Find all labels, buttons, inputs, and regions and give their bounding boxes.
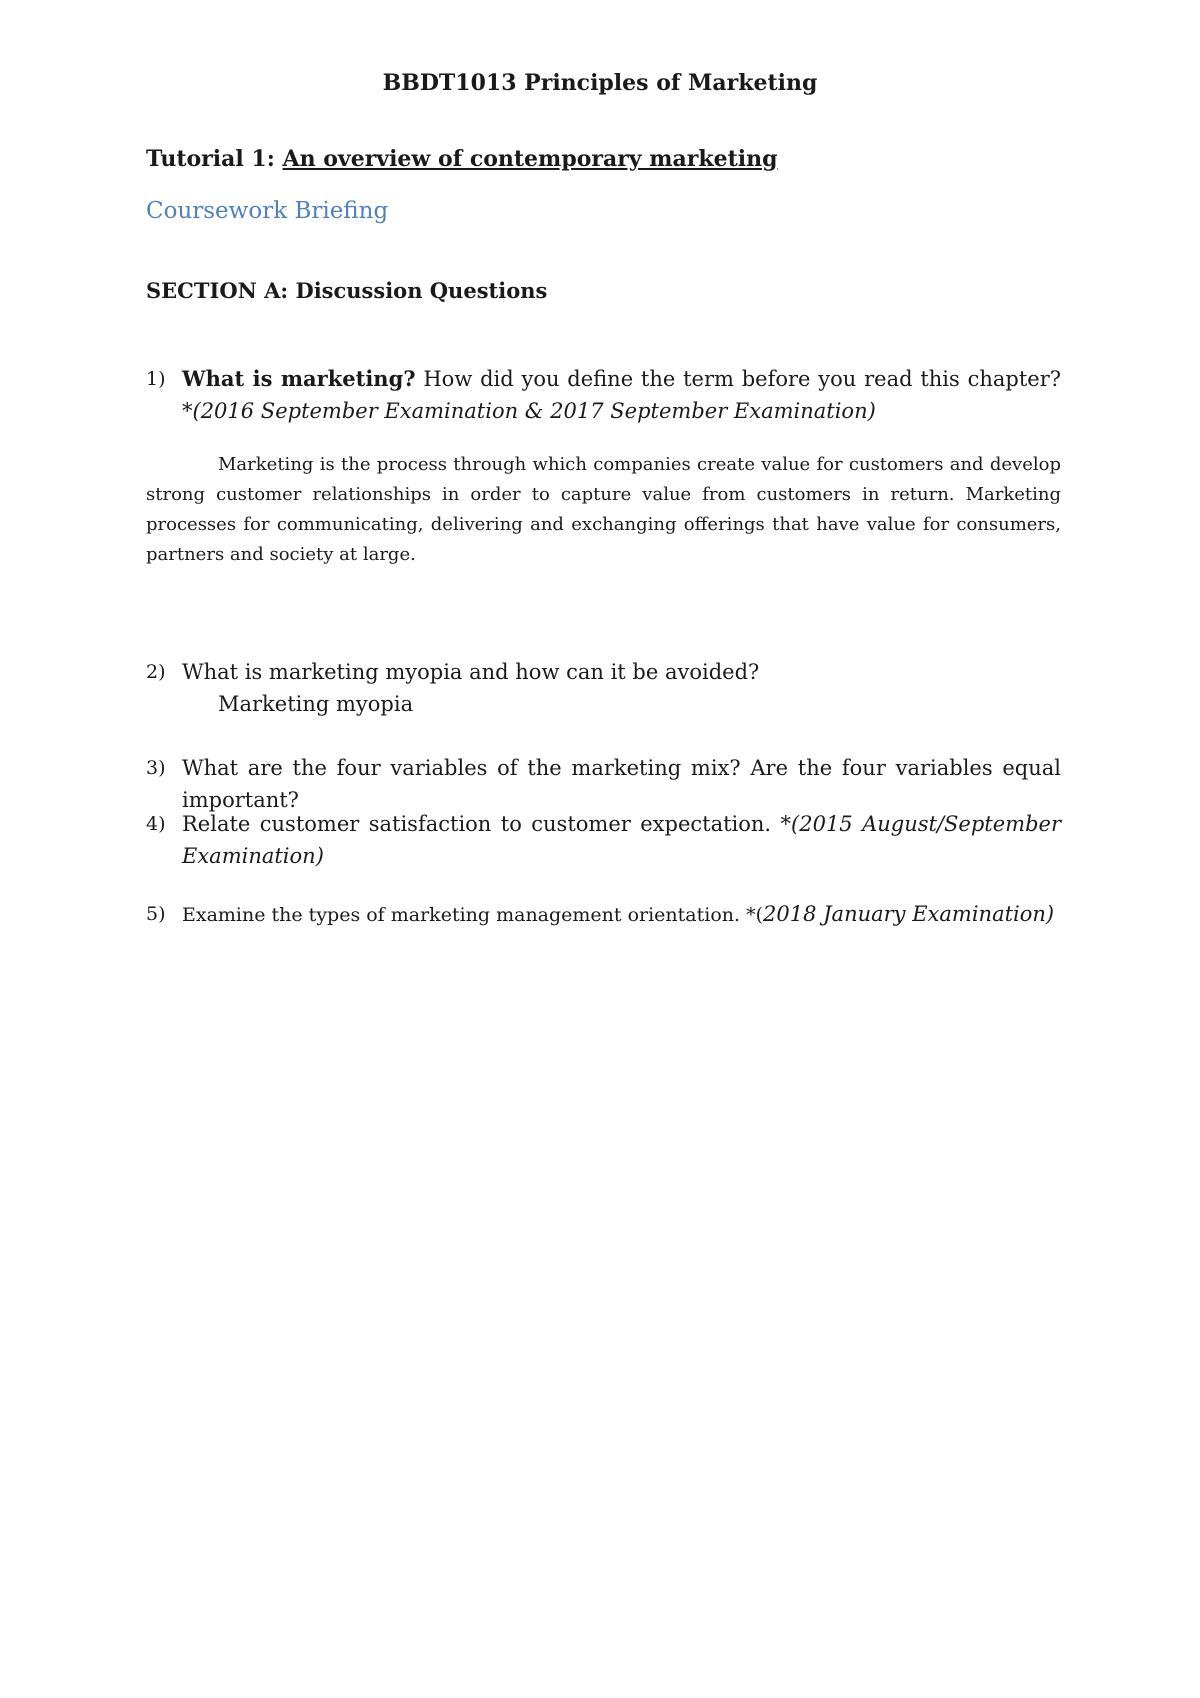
- course-title: BBDT1013 Principles of Marketing: [382, 70, 818, 96]
- question-lead: What is marketing?: [182, 366, 416, 391]
- answer-paragraph: Marketing is the process through which companies create value for customers and develop strong customer relationships in order to capture value from customers in return. Marketing processes for communicating, delivering and exchanging offerings that have value for consumers, partners and society at large.: [146, 454, 1061, 565]
- question-number: 4): [146, 813, 166, 835]
- tutorial-topic: An overview of contemporary marketing: [282, 146, 778, 172]
- question-2: [146, 656, 1061, 720]
- question-number: 2): [146, 661, 166, 683]
- question-5: [146, 898, 1061, 931]
- question-text: [182, 808, 1061, 872]
- question-text: What is marketing myopia and how can it be avoided?: [182, 660, 760, 684]
- tutorial-heading: [146, 146, 778, 172]
- exam-note: *(2015 August/September Examination): [182, 812, 1061, 868]
- question-text: What are the four variables of the marketing mix? Are the four variables equal important?: [182, 756, 1061, 812]
- question-text: [182, 898, 1061, 931]
- question-3: [146, 752, 1061, 816]
- answer-subheading: Marketing myopia: [218, 692, 414, 716]
- question-number: 3): [146, 757, 166, 779]
- coursework-briefing-heading: Coursework Briefing: [146, 198, 389, 224]
- question-text: [182, 363, 1061, 427]
- question-body: Relate customer satisfaction to customer expectation.: [182, 812, 781, 836]
- exam-note: *(2016 September Examination & 2017 September Examination): [182, 399, 876, 423]
- tutorial-prefix: Tutorial 1:: [146, 146, 275, 172]
- question-number: 5): [146, 903, 166, 925]
- question-body: How did you define the term before you read this chapter?: [415, 367, 1061, 391]
- question-4: [146, 808, 1061, 872]
- section-heading: SECTION A: Discussion Questions: [146, 278, 548, 303]
- exam-note: 2018 January Examination): [763, 902, 1055, 926]
- question-1: [146, 363, 1061, 427]
- question-body: Examine the types of marketing management orientation. *(: [182, 904, 764, 926]
- question-number: 1): [146, 368, 166, 390]
